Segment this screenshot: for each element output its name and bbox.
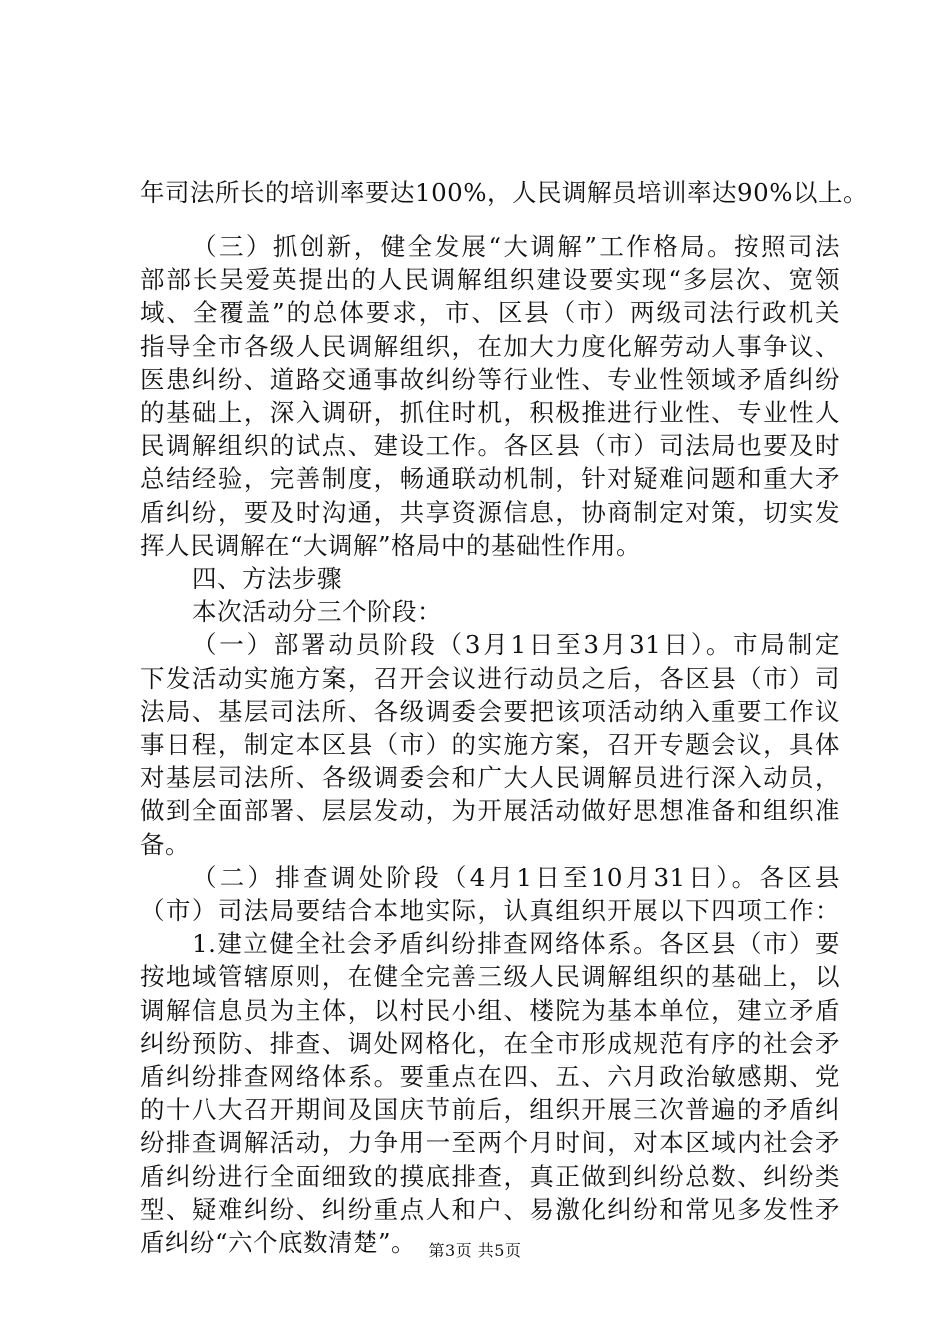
text-line: （二）排查调处阶段（4月1日至10月31日）。各区县: [192, 862, 840, 892]
text-line: 按地域管辖原则，在健全完善三级人民调解组织的基础上，以: [140, 962, 840, 992]
text-line: 部部长吴爱英提出的人民调解组织建设要实现“多层次、宽领: [140, 265, 840, 295]
text-line: 1.建立健全社会矛盾纠纷排查网络体系。各区县（市）要: [192, 929, 840, 959]
text-line: 盾纠纷排查网络体系。要重点在四、五、六月政治敏感期、党: [140, 1062, 840, 1091]
text-line: （三）抓创新，健全发展“大调解”工作格局。按照司法: [192, 232, 840, 261]
text-line: （一）部署动员阶段（3月1日至3月31日）。市局制定: [192, 630, 840, 660]
text-line: 型、疑难纠纷、纠纷重点人和户、易激化纠纷和常见多发性矛: [140, 1194, 840, 1224]
text-line: 的基础上，深入调研，抓住时机，积极推进行业性、专业性人: [140, 398, 840, 427]
text-line: 对基层司法所、各级调委会和广大人民调解员进行深入动员，: [140, 763, 840, 793]
text-line: 总结经验，完善制度，畅通联动机制，针对疑难问题和重大矛: [140, 464, 840, 494]
text-line: 盾纠纷，要及时沟通，共享资源信息，协商制定对策，切实发: [140, 497, 840, 527]
text-line: 法局、基层司法所、各级调委会要把该项活动纳入重要工作议: [140, 696, 840, 726]
text-line: 年司法所长的培训率要达100%，人民调解员培训率达90%以上。: [140, 178, 868, 207]
text-line: 纠纷预防、排查、调处网格化，在全市形成规范有序的社会矛: [140, 1028, 840, 1058]
text-line: 纷排查调解活动，力争用一至两个月时间，对本区域内社会矛: [140, 1128, 840, 1158]
text-line: 挥人民调解在“大调解”格局中的基础性作用。: [140, 530, 642, 560]
text-line: 盾纠纷“六个底数清楚”。: [140, 1228, 417, 1257]
text-line: 备。: [140, 829, 190, 859]
text-line: 事日程，制定本区县（市）的实施方案，召开专题会议，具体: [140, 730, 840, 759]
text-line: 域、全覆盖”的总体要求，市、区县（市）两级司法行政机关: [140, 298, 840, 328]
text-line: （市）司法局要结合本地实际，认真组织开展以下四项工作：: [140, 896, 840, 925]
text-line: 本次活动分三个阶段：: [192, 597, 442, 627]
text-line: 下发活动实施方案，召开会议进行动员之后，各区县（市）司: [140, 663, 840, 693]
text-line: 指导全市各级人民调解组织，在加大力度化解劳动人事争议、: [140, 331, 840, 361]
text-line: 做到全面部署、层层发动，为开展活动做好思想准备和组织准: [140, 796, 840, 826]
text-line: 四、方法步骤: [192, 564, 342, 593]
text-line: 调解信息员为主体，以村民小组、楼院为基本单位，建立矛盾: [140, 995, 840, 1025]
text-line: 民调解组织的试点、建设工作。各区县（市）司法局也要及时: [140, 431, 840, 461]
page-footer: 第3页 共5页: [428, 1241, 522, 1260]
text-line: 盾纠纷进行全面细致的摸底排查，真正做到纠纷总数、纠纷类: [140, 1161, 840, 1191]
text-line: 的十八大召开期间及国庆节前后，组织开展三次普遍的矛盾纠: [140, 1095, 840, 1125]
text-line: 医患纠纷、道路交通事故纠纷等行业性、专业性领域矛盾纠纷: [140, 364, 840, 394]
